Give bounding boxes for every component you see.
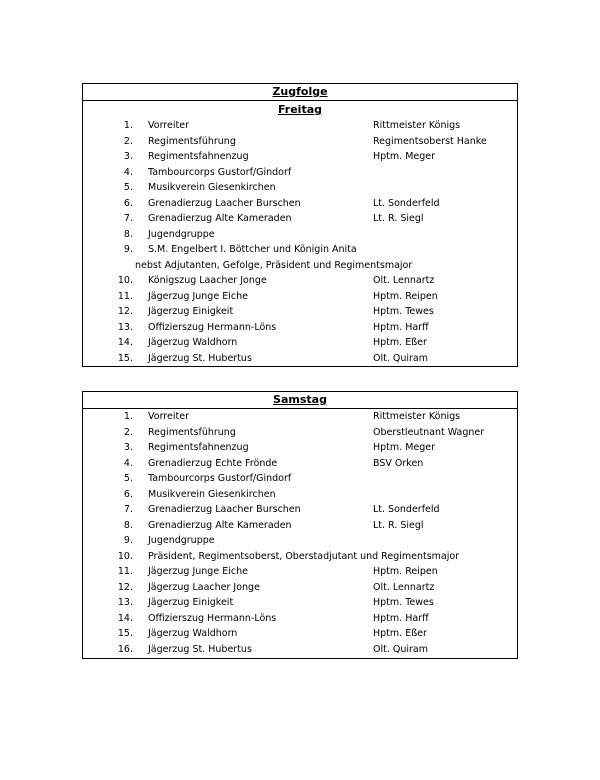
- table-row: [83, 533, 517, 549]
- table-row: [83, 273, 517, 289]
- row-group-name: Regimentsführung: [148, 426, 236, 438]
- row-leader: Hptm. Reipen: [373, 290, 438, 302]
- row-leader: Hptm. Tewes: [373, 597, 434, 608]
- day-heading-saturday: Samstag: [83, 392, 517, 409]
- table-row: [83, 580, 517, 596]
- row-leader: Olt. Quiram: [373, 352, 429, 364]
- row-leader: Hptm. Reipen: [373, 566, 438, 577]
- table-row: [83, 611, 517, 627]
- table-row: [83, 351, 517, 367]
- table-row: [83, 149, 517, 165]
- row-group-name: Jägerzug Waldhorn: [148, 337, 238, 348]
- row-number: 4.: [123, 457, 133, 469]
- row-leader: Oberstleutnant Wagner: [373, 426, 485, 438]
- table-row: [83, 549, 517, 565]
- row-number: 1.: [123, 411, 133, 422]
- row-group-name: Präsident, Regimentsoberst, Oberstadjutant und Regimentsmajor: [148, 550, 460, 562]
- table-row: [83, 440, 517, 456]
- row-number: 5.: [123, 473, 133, 484]
- table-row: [83, 165, 517, 181]
- row-leader: Rittmeister Königs: [373, 120, 461, 131]
- table-row: [83, 227, 517, 243]
- row-group-name: Regimentsführung: [148, 135, 236, 147]
- table-row: [83, 180, 517, 196]
- row-leader: Lt. Sonderfeld: [373, 197, 440, 209]
- row-group-name: Vorreiter: [148, 411, 189, 422]
- row-group-name: nebst Adjutanten, Gefolge, Präsident und Regimentsmajor: [135, 259, 413, 271]
- row-group-name: Jägerzug Junge Eiche: [148, 290, 248, 302]
- table-row: [83, 258, 517, 274]
- row-number: 10.: [117, 550, 133, 562]
- table-row: [83, 425, 517, 441]
- saturday-rows: [83, 409, 517, 657]
- row-group-name: Jägerzug St. Hubertus: [148, 643, 252, 655]
- row-number: 2.: [123, 135, 133, 147]
- row-number: 4.: [123, 166, 133, 178]
- row-group-name: Tambourcorps Gustorf/Gindorf: [148, 166, 292, 178]
- row-group-name: Offizierszug Hermann-Löns: [148, 321, 277, 333]
- day-heading-friday: Freitag: [277, 103, 323, 116]
- row-leader: Rittmeister Königs: [373, 411, 461, 422]
- saturday-table: [82, 391, 518, 659]
- row-leader: Hptm. Meger: [373, 442, 436, 453]
- row-number: 5.: [123, 182, 133, 193]
- row-number: 9.: [123, 244, 133, 255]
- row-number: 1.: [123, 120, 133, 131]
- row-leader: Hptm. Meger: [373, 151, 436, 162]
- row-number: 3.: [123, 151, 133, 162]
- row-leader: Hptm. Eßer: [373, 628, 427, 639]
- row-leader: Olt. Lennartz: [373, 275, 435, 286]
- row-number: 13.: [117, 597, 133, 608]
- row-number: 15.: [117, 628, 133, 639]
- row-group-name: Jägerzug St. Hubertus: [148, 352, 252, 364]
- row-leader: Lt. Sonderfeld: [373, 504, 440, 515]
- row-leader: BSV Orken: [373, 457, 424, 469]
- row-group-name: Offizierszug Hermann-Löns: [148, 612, 277, 624]
- row-number: 12.: [117, 581, 133, 593]
- table-row: [83, 487, 517, 503]
- row-number: 14.: [117, 612, 133, 624]
- row-number: 7.: [123, 504, 133, 515]
- table-row: [83, 242, 517, 258]
- row-number: 6.: [123, 197, 133, 209]
- row-leader: Hptm. Harff: [373, 612, 429, 624]
- row-number: 6.: [123, 488, 133, 500]
- row-group-name: Jägerzug Einigkeit: [148, 597, 234, 608]
- row-group-name: Musikverein Giesenkirchen: [148, 488, 276, 500]
- table-row: [83, 196, 517, 212]
- table-row: [83, 595, 517, 611]
- row-number: 14.: [117, 337, 133, 348]
- table-row: [83, 564, 517, 580]
- friday-table: [82, 83, 518, 367]
- table-row: [83, 502, 517, 518]
- row-group-name: Jägerzug Junge Eiche: [148, 566, 248, 577]
- row-number: 9.: [123, 535, 133, 546]
- row-group-name: Grenadierzug Laacher Burschen: [148, 504, 301, 515]
- row-number: 8.: [123, 228, 133, 240]
- row-group-name: Tambourcorps Gustorf/Gindorf: [148, 473, 292, 484]
- row-number: 2.: [123, 426, 133, 438]
- row-leader: Lt. R. Siegl: [373, 519, 424, 531]
- row-group-name: Jägerzug Einigkeit: [148, 306, 234, 317]
- row-group-name: Grenadierzug Echte Frönde: [148, 457, 278, 469]
- row-number: 3.: [123, 442, 133, 453]
- row-number: 11.: [117, 290, 133, 302]
- table-row: [83, 626, 517, 642]
- row-leader: Lt. R. Siegl: [373, 213, 424, 224]
- friday-rows: [83, 118, 517, 366]
- row-group-name: Jägerzug Laacher Jonge: [148, 581, 260, 593]
- table-row: [83, 118, 517, 134]
- table-row: [83, 335, 517, 351]
- table-row: [83, 471, 517, 487]
- row-number: 16.: [117, 643, 133, 655]
- row-number: 10.: [117, 275, 133, 286]
- row-number: 7.: [123, 213, 133, 224]
- table-row: [83, 289, 517, 305]
- row-number: 13.: [117, 321, 133, 333]
- table-row: [83, 456, 517, 472]
- row-group-name: S.M. Engelbert I. Böttcher und Königin Anita: [148, 244, 357, 255]
- table-row: [83, 642, 517, 658]
- row-group-name: Königszug Laacher Jonge: [148, 275, 267, 286]
- row-number: 12.: [117, 306, 133, 317]
- row-number: 8.: [123, 519, 133, 531]
- row-leader: Hptm. Eßer: [373, 337, 427, 348]
- row-group-name: Musikverein Giesenkirchen: [148, 182, 276, 193]
- row-group-name: Vorreiter: [148, 120, 189, 131]
- page-title: Zugfolge: [83, 84, 517, 101]
- row-group-name: Jägerzug Waldhorn: [148, 628, 238, 639]
- row-leader: Olt. Lennartz: [373, 581, 435, 593]
- table-row: [83, 211, 517, 227]
- row-group-name: Regimentsfahnenzug: [148, 151, 249, 162]
- table-row: [83, 304, 517, 320]
- row-leader: Regimentsoberst Hanke: [373, 135, 487, 147]
- row-group-name: Grenadierzug Laacher Burschen: [148, 197, 301, 209]
- row-group-name: Grenadierzug Alte Kameraden: [148, 213, 292, 224]
- table-row: [83, 320, 517, 336]
- row-group-name: Jugendgruppe: [148, 535, 215, 546]
- row-leader: Hptm. Harff: [373, 321, 429, 333]
- row-leader: Olt. Quiram: [373, 643, 429, 655]
- table-row: [83, 518, 517, 534]
- row-leader: Hptm. Tewes: [373, 306, 434, 317]
- row-number: 15.: [117, 352, 133, 364]
- row-group-name: Regimentsfahnenzug: [148, 442, 249, 453]
- row-group-name: Jugendgruppe: [148, 228, 215, 240]
- table-row: [83, 134, 517, 150]
- table-row: [83, 409, 517, 425]
- row-number: 11.: [117, 566, 133, 577]
- row-group-name: Grenadierzug Alte Kameraden: [148, 519, 292, 531]
